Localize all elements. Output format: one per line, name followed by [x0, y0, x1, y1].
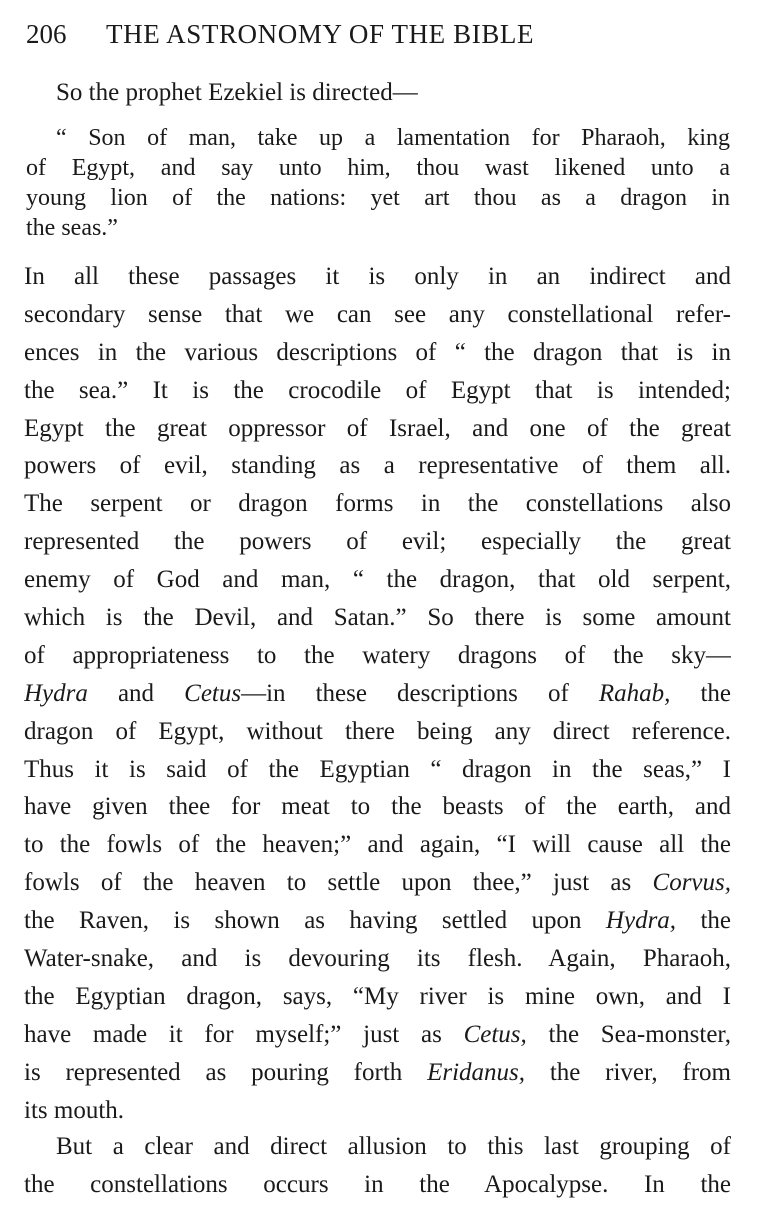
text-line: its mouth. — [24, 1096, 125, 1124]
paragraph-main — [24, 258, 731, 1129]
text-line: have given thee for meat to the beasts of the earth, and — [24, 793, 731, 821]
text-line: Water-snake, and is devouring its flesh. Again, Pharaoh, — [24, 945, 731, 973]
text-line: Thus it is said of the Egyptian “ dragon in the seas,” I — [24, 755, 731, 783]
running-title: THE ASTRONOMY OF THE BIBLE — [106, 19, 535, 49]
text-line: have made it for myself;” just as Cetus, the Sea-monster, — [24, 1020, 731, 1048]
italic-cetus: Cetus — [184, 679, 242, 707]
italic-eridanus: Eridanus, — [427, 1058, 526, 1086]
text-line: Egypt the great oppressor of Israel, and one of the great — [24, 414, 731, 442]
text-line: the Egyptian dragon, says, “My river is mine own, and I — [24, 982, 731, 1010]
text-line: Hydra and Cetus—in these descriptions of Rahab, the — [24, 679, 731, 707]
text-line: dragon of Egypt, without there being any direct reference. — [24, 717, 731, 745]
text-line: which is the Devil, and Satan.” So there is some amount — [24, 604, 731, 632]
quote-line: the seas.” — [26, 215, 118, 241]
text-line: ences in the various descriptions of “ the dragon that is in — [24, 338, 731, 366]
text-line: But a clear and direct allusion to this last grouping of — [56, 1133, 731, 1160]
text-line: represented the powers of evil; especially the great — [24, 528, 731, 556]
text-line: of appropriateness to the watery dragons of the sky— — [24, 641, 731, 669]
quote-line: of Egypt, and say unto him, thou wast likened unto a — [26, 155, 730, 181]
italic-cetus: Cetus, — [463, 1020, 527, 1048]
running-header — [26, 16, 666, 52]
text-line: powers of evil, standing as a representative of them all. — [24, 452, 731, 480]
block-quote — [26, 123, 730, 243]
intro-line: So the prophet Ezekiel is directed— — [56, 79, 418, 106]
quote-line: young lion of the nations: yet art thou as a dragon in — [26, 185, 730, 211]
text-line: the Raven, is shown as having settled upon Hydra, the — [24, 907, 731, 935]
text-line: is represented as pouring forth Eridanus, the river, from — [24, 1058, 731, 1086]
text-line: to the fowls of the heaven;” and again, “I will cause all the — [24, 831, 731, 859]
italic-corvus: Corvus, — [652, 869, 731, 897]
italic-rahab: Rahab, — [598, 679, 671, 707]
text-line: In all these passages it is only in an indirect and — [24, 263, 731, 290]
page-number: 206 — [26, 19, 67, 49]
italic-hydra: Hydra, — [605, 907, 677, 935]
italic-hydra: Hydra — [24, 679, 88, 707]
text-line: The serpent or dragon forms in the constellations also — [24, 490, 731, 518]
text-line: the sea.” It is the crocodile of Egypt that is intended; — [24, 376, 731, 404]
text-line: fowls of the heaven to settle upon thee,” just as Corvus, — [24, 869, 731, 897]
text-line: enemy of God and man, “ the dragon, that old serpent, — [24, 566, 731, 594]
quote-line: “ Son of man, take up a lamentation for Pharaoh, king — [56, 125, 730, 151]
paragraph-second — [24, 1128, 731, 1204]
text-line: secondary sense that we can see any constellational refer- — [24, 300, 731, 328]
text-line: the constellations occurs in the Apocalypse. In the — [24, 1170, 731, 1198]
